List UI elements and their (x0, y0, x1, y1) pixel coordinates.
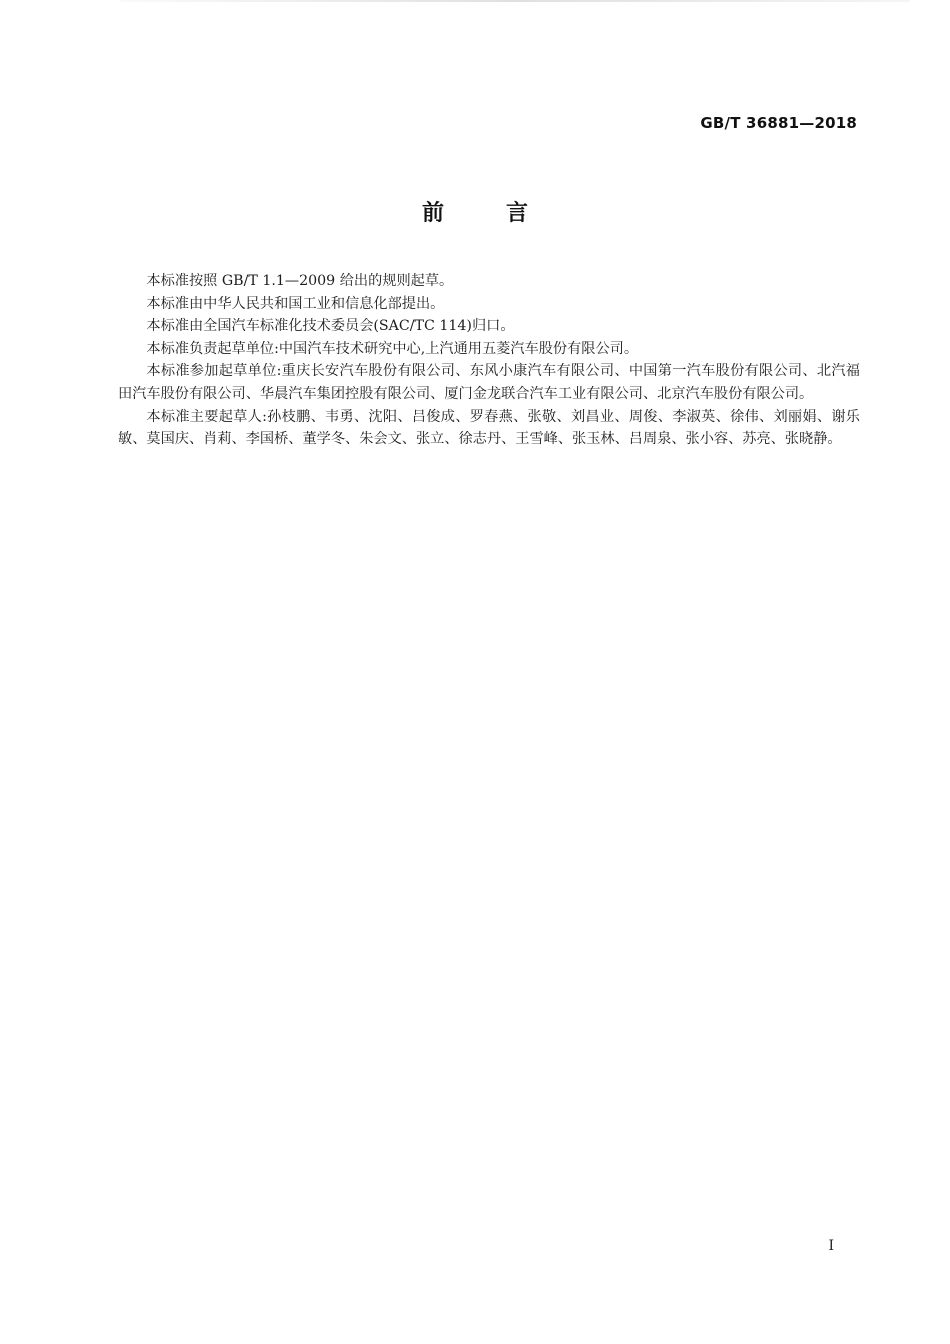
page-number: I (828, 1238, 834, 1254)
paragraph-drafting-rules: 本标准按照 GB/T 1.1—2009 给出的规则起草。 (146, 273, 454, 289)
foreword-body (118, 270, 860, 451)
paragraph-participating-units: 本标准参加起草单位:重庆长安汽车股份有限公司、东风小康汽车有限公司、中国第一汽车股份有限公司、北汽福田汽车股份有限公司、华晨汽车集团控股有限公司、厦门金龙联合汽车工业有限公司、北京汽车股份有限公司。 (118, 363, 860, 402)
paragraph-under-jurisdiction: 本标准由全国汽车标准化技术委员会(SAC/TC 114)归口。 (146, 318, 515, 335)
paragraph-main-drafting-units: 本标准负责起草单位:中国汽车技术研究中心,上汽通用五菱汽车股份有限公司。 (146, 340, 639, 357)
page-title: 前言 (421, 201, 590, 226)
paragraph-proposed-by: 本标准由中华人民共和国工业和信息化部提出。 (146, 295, 445, 312)
paragraph-main-drafters: 本标准主要起草人:孙枝鹏、韦勇、沈阳、吕俊成、罗春燕、张敬、刘昌业、周俊、李淑英、徐伟、刘丽娟、谢乐敏、莫国庆、肖莉、李国桥、董学冬、朱会文、张立、徐志丹、王雪峰、张玉林、吕周泉、张小容、苏亮、张晓静。 (118, 408, 860, 448)
scan-edge (120, 0, 910, 2)
standard-code: GB/T 36881—2018 (700, 114, 857, 132)
